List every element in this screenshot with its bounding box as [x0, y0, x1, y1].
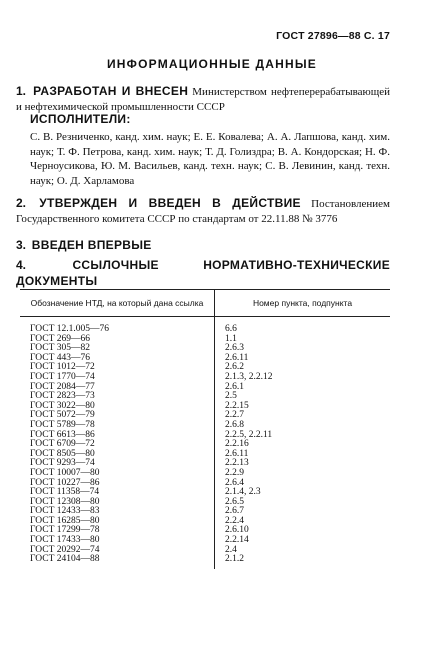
section-4-heading: ССЫЛОЧНЫЕ НОРМАТИВНО-ТЕХНИЧЕСКИЕ ДОКУМЕНТЫ [16, 258, 390, 288]
clause-number-cell: 2.6.5 [225, 496, 244, 507]
section-1-heading: РАЗРАБОТАН И ВНЕСЕН [33, 84, 189, 98]
document-designation-cell: ГОСТ 12433—83 [20, 507, 215, 517]
section-4 [16, 258, 390, 290]
document-designation-cell: ГОСТ 9293—74 [20, 459, 215, 469]
references-table [20, 289, 390, 569]
document-designation-cell: ГОСТ 5789—78 [20, 421, 215, 431]
clause-number-cell: 2.4 [225, 544, 237, 555]
references-table-body [20, 317, 390, 569]
section-4-number: 4. [16, 258, 27, 272]
clause-number-cell: 2.6.4 [225, 477, 244, 488]
document-designation-cell: ГОСТ 24104—88 [20, 555, 215, 569]
document-designation-cell: ГОСТ 12.1.005—76 [20, 317, 215, 335]
clause-number-cell: 2.2.14 [225, 535, 249, 546]
clause-number-cell: 2.6.8 [225, 419, 244, 430]
clause-number-cell: 2.2.9 [225, 467, 244, 478]
document-designation-cell: ГОСТ 305—82 [20, 344, 215, 354]
section-2 [16, 196, 390, 227]
clause-number-cell: 2.1.4, 2.3 [225, 487, 261, 498]
document-designation-cell: ГОСТ 11358—74 [20, 488, 215, 498]
section-1-number: 1. [16, 84, 27, 98]
document-designation-cell: ГОСТ 269—66 [20, 335, 215, 345]
document-designation-cell: ГОСТ 17433—80 [20, 536, 215, 546]
clause-number-cell: 2.6.11 [225, 448, 249, 459]
document-designation-cell: ГОСТ 10227—86 [20, 479, 215, 489]
section-2-text: Постановлением Государственного комитета СССР по стандартам от 22.11.88 № 3776 [16, 198, 390, 225]
clause-number-cell: 2.2.15 [225, 400, 249, 411]
document-designation-cell: ГОСТ 1012—72 [20, 363, 215, 373]
clause-number-cell: 2.6.3 [225, 343, 244, 354]
document-designation-cell: ГОСТ 17299—78 [20, 526, 215, 536]
document-designation-cell: ГОСТ 2084—77 [20, 383, 215, 393]
document-designation-cell: ГОСТ 1770—74 [20, 373, 215, 383]
performers-text: С. В. Резниченко, канд. хим. наук; Е. Е. Ковалева; А. А. Лапшова, канд. хим. наук; Т. Ф. Петрова, канд. хим. наук; Т. Д. Голиздра; В. А. Кондорская; Н. Ф. Черноусикова, Ю. М. Васильев, канд. техн. наук; С. В. Левинин, канд. техн. наук; О. Д. Харламова [30, 131, 390, 187]
clause-number-cell: 6.6 [225, 324, 237, 334]
document-designation-cell: ГОСТ 2823—73 [20, 392, 215, 402]
section-2-number: 2. [16, 196, 27, 210]
column-header-clause: Номер пункта, подпункта [215, 290, 391, 317]
clause-number-cell: 2.2.7 [225, 410, 244, 421]
clause-number-cell: 2.2.5, 2.2.11 [225, 429, 273, 440]
clause-number-cell: 2.6.7 [225, 506, 244, 517]
section-2-heading: УТВЕРЖДЕН И ВВЕДЕН В ДЕЙСТВИЕ [39, 196, 301, 210]
clause-number-cell: 2.6.1 [225, 381, 244, 392]
clause-number-cell: 2.5 [225, 391, 237, 402]
clause-number-cell: 2.2.4 [225, 515, 244, 526]
clause-number-cell: 2.1.3, 2.2.12 [225, 371, 273, 382]
section-1-text: Министерством нефтеперерабатывающей и нефтехимической промышленности СССР [16, 86, 391, 113]
section-3-number: 3. [16, 238, 27, 252]
table-row [20, 555, 390, 569]
clause-number-cell: 2.2.13 [225, 458, 249, 469]
clause-number-cell: 2.2.16 [225, 439, 249, 450]
document-designation-cell: ГОСТ 12308—80 [20, 498, 215, 508]
document-designation-cell: ГОСТ 3022—80 [20, 402, 215, 412]
document-designation-cell: ГОСТ 20292—74 [20, 546, 215, 556]
clause-number-cell: 2.6.2 [225, 362, 244, 373]
column-header-document: Обозначение НТД, на который дана ссылка [20, 290, 215, 317]
document-designation-cell: ГОСТ 6709—72 [20, 440, 215, 450]
page-header-code: ГОСТ 27896—88 С. 17 [276, 30, 390, 42]
document-designation-cell: ГОСТ 10007—80 [20, 469, 215, 479]
clause-number-cell: 2.6.11 [225, 352, 249, 363]
document-title: ИНФОРМАЦИОННЫЕ ДАННЫЕ [106, 57, 318, 71]
document-designation-cell: ГОСТ 8505—80 [20, 450, 215, 460]
section-3 [16, 238, 390, 254]
section-1 [16, 84, 390, 115]
document-designation-cell: ГОСТ 443—76 [20, 354, 215, 364]
section-3-heading: ВВЕДЕН ВПЕРВЫЕ [31, 238, 152, 252]
document-designation-cell: ГОСТ 16285—80 [20, 517, 215, 527]
table-header-row [20, 290, 390, 317]
clause-number-cell: 2.1.2 [225, 554, 244, 565]
document-designation-cell: ГОСТ 6613—86 [20, 431, 215, 441]
table-row [20, 317, 390, 335]
clause-number-cell: 2.6.10 [225, 525, 249, 536]
document-designation-cell: ГОСТ 5072—79 [20, 411, 215, 421]
clause-number-cell: 1.1 [225, 333, 237, 344]
performers-heading: ИСПОЛНИТЕЛИ: [30, 112, 131, 126]
